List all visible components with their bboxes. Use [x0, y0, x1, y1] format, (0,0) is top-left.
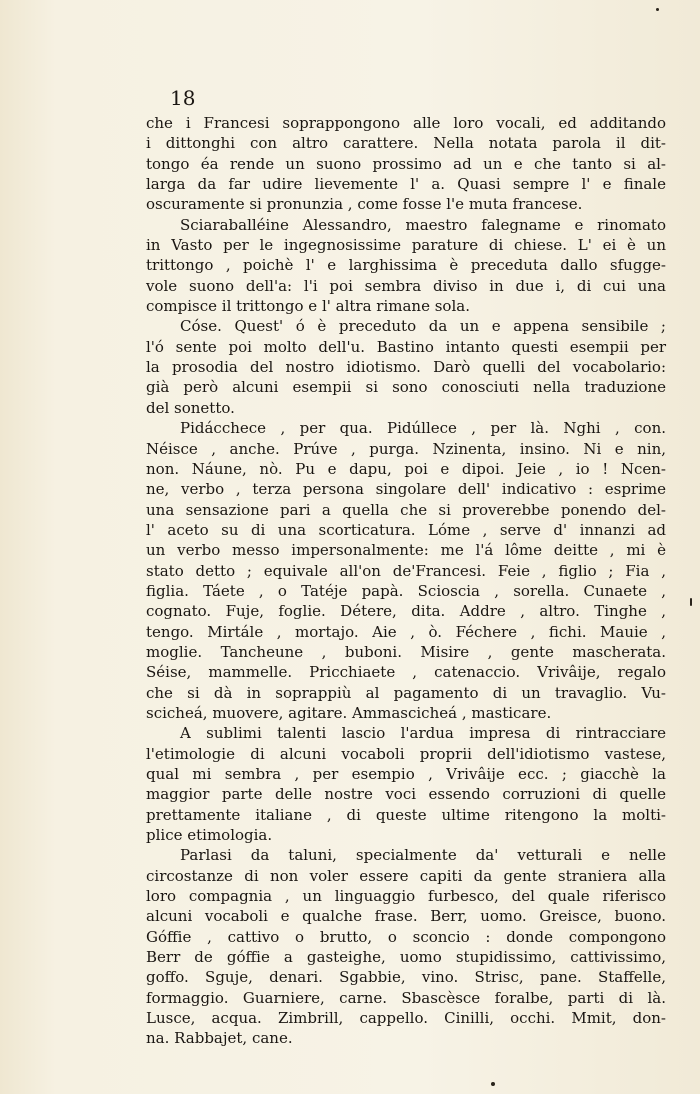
- text-line: trittongo , poichè l' e larghissima è preceduta dallo sfugge-: [146, 256, 666, 275]
- text-line: moglie. Tancheune , buboni. Misire , gente mascherata.: [146, 642, 666, 661]
- ink-speck: [690, 598, 692, 606]
- text-line: Parlasi da taluni, specialmente da' vetturali e nelle: [180, 846, 666, 865]
- text-line: na. Rabbajet, cane.: [146, 1029, 293, 1048]
- text-line: in Vasto per le ingegnosissime parature di chiese. L' ei è un: [146, 236, 666, 255]
- text-line: che i Francesi soprappongono alle loro vocali, ed additando: [146, 114, 666, 132]
- text-line: vole suono dell'a: l'i poi sembra diviso in due i, di cui una: [146, 276, 666, 295]
- text-line: del sonetto.: [146, 398, 235, 417]
- text-line: l' aceto su di una scorticatura. Lóme , serve d' innanzi ad: [146, 520, 666, 539]
- text-line: scicheá, muovere, agitare. Ammascicheá , masticare.: [146, 703, 552, 722]
- text-line: un verbo messo impersonalmente: me l'á lôme deitte , mi è: [146, 541, 666, 560]
- text-line: già però alcuni esempii si sono conosciuti nella traduzione: [146, 378, 666, 397]
- text-line: tongo éa rende un suono prossimo ad un e che tanto si al-: [146, 154, 666, 173]
- text-line: goffo. Sguje, denari. Sgabbie, vino. Strisc, pane. Staffelle,: [146, 968, 666, 987]
- ink-speck: [656, 8, 659, 11]
- text-line: cognato. Fuje, foglie. Détere, dita. Addre , altro. Tinghe ,: [146, 602, 666, 621]
- text-line: formaggio. Guarniere, carne. Sbascèsce foralbe, parti di là.: [146, 988, 666, 1007]
- text-line: ne, verbo , terza persona singolare dell' indicativo : esprime: [146, 480, 666, 499]
- text-line: Lusce, acqua. Zimbrill, cappello. Cinilli, occhi. Mmit, don-: [146, 1009, 666, 1028]
- text-line: Néisce , anche. Prúve , purga. Nzinenta, insino. Ni e nin,: [146, 439, 666, 458]
- text-line: figlia. Táete , o Tatéje papà. Scioscia , sorella. Cunaete ,: [146, 581, 666, 600]
- text-line: non. Náune, nò. Pu e dapu, poi e dipoi. Jeie , io ! Ncen-: [146, 459, 666, 478]
- text-line: stato detto ; equivale all'on de'Francesi. Feie , figlio ; Fia ,: [146, 561, 666, 580]
- text-line: tengo. Mirtále , mortajo. Aie , ò. Féchere , fichi. Mauie ,: [146, 622, 666, 641]
- page-number: 18: [170, 86, 196, 110]
- text-line: loro compagnia , un linguaggio furbesco, del quale riferisco: [146, 887, 666, 906]
- text-line: che si dà in soprappiù al pagamento di un travaglio. Vu-: [146, 683, 666, 702]
- text-line: A sublimi talenti lascio l'ardua impresa di rintracciare: [180, 724, 666, 743]
- text-line: l'ó sente poi molto dell'u. Bastino intanto questi esempii per: [146, 337, 666, 356]
- text-line: qual mi sembra , per esempio , Vrivâije ecc. ; giacchè la: [146, 765, 666, 783]
- text-line: compisce il trittongo e l' altra rimane sola.: [146, 297, 470, 316]
- text-line: prettamente italiane , di queste ultime ritengono la molti-: [146, 805, 666, 824]
- text-line: Berr de góffie a gasteighe, uomo stupidissimo, cattivissimo,: [146, 948, 666, 967]
- text-line: circostanze di non voler essere capiti da gente straniera alla: [146, 866, 666, 885]
- text-line: una sensazione pari a quella che si proverebbe ponendo del-: [146, 500, 666, 519]
- text-line: l'etimologie di alcuni vocaboli proprii dell'idiotismo vastese,: [146, 744, 666, 763]
- body-text: [146, 113, 666, 1049]
- text-line: alcuni vocaboli e qualche frase. Berr, uomo. Greisce, buono.: [146, 907, 666, 926]
- text-line: maggior parte delle nostre voci essendo corruzioni di quelle: [146, 785, 666, 804]
- text-line: plice etimologia.: [146, 826, 273, 845]
- text-line: la prosodia del nostro idiotismo. Darò quelli del vocabolario:: [146, 358, 666, 377]
- text-line: Pidácchece , per qua. Pidúllece , per là. Nghi , con.: [180, 419, 666, 438]
- text-line: Góffie , cattivo o brutto, o sconcio : donde compongono: [146, 927, 666, 946]
- ink-speck: [491, 1082, 495, 1086]
- text-line: larga da far udire lievemente l' a. Quasi sempre l' e finale: [146, 175, 666, 194]
- text-line: i dittonghi con altro carattere. Nella notata parola il dit-: [146, 134, 666, 153]
- text-line: Cóse. Quest' ó è preceduto da un e appena sensibile ;: [180, 317, 666, 336]
- text-line: Sciaraballéine Alessandro, maestro falegname e rinomato: [180, 215, 666, 234]
- text-line: oscuramente si pronunzia , come fosse l'e muta francese.: [146, 195, 583, 214]
- text-line: Séise, mammelle. Pricchiaete , catenaccio. Vrivâije, regalo: [146, 663, 666, 682]
